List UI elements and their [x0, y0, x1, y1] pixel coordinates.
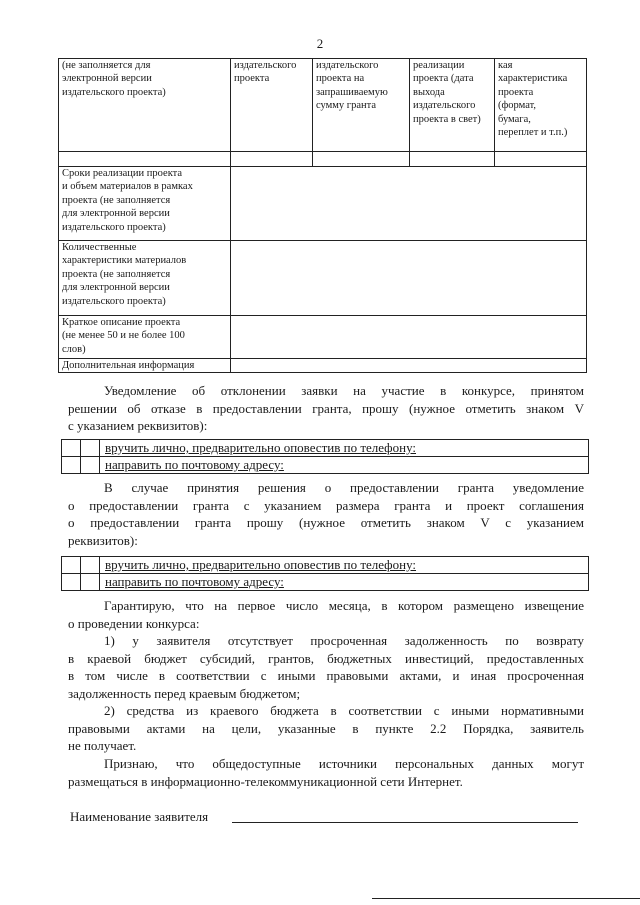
- checkbox-cell[interactable]: [81, 574, 100, 591]
- checkbox-cell[interactable]: [81, 457, 100, 474]
- table-row: [59, 359, 587, 373]
- table-row-label: Краткое описание проекта (не менее 50 и не более 100 слов): [59, 316, 231, 359]
- project-info-table: [58, 58, 587, 373]
- table-cell: издательского проекта: [231, 59, 313, 152]
- table-row: [59, 316, 587, 359]
- table-cell[interactable]: [495, 152, 587, 167]
- checkbox-cell[interactable]: [62, 440, 81, 457]
- table-row-label: Сроки реализации проекта и объем материалов в рамках проекта (не заполняется для электронной версии издательского проекта): [59, 167, 231, 241]
- table-cell: [59, 152, 231, 167]
- table-cell[interactable]: [313, 152, 410, 167]
- table-value-cell[interactable]: [231, 359, 587, 373]
- table-row-label: Дополнительная информация: [59, 359, 231, 373]
- table-cell: издательского проекта на запрашиваемую сумму гранта: [313, 59, 410, 152]
- checkbox-cell[interactable]: [62, 557, 81, 574]
- table-cell[interactable]: [231, 152, 313, 167]
- page-number: 2: [316, 36, 324, 51]
- table-cell: реализации проекта (дата выхода издательского проекта в свет): [410, 59, 495, 152]
- table-row: [59, 167, 587, 241]
- table-row: [59, 241, 587, 316]
- table-cell: (не заполняется для электронной версии издательского проекта): [59, 59, 231, 152]
- checkbox-cell[interactable]: [62, 574, 81, 591]
- table-value-cell[interactable]: [231, 241, 587, 316]
- table-value-cell[interactable]: [231, 316, 587, 359]
- option-row: [62, 557, 589, 574]
- table-header-row: [59, 59, 587, 152]
- applicant-name-label: Наименование заявителя: [70, 809, 209, 824]
- guarantee-paragraph: Гарантирую, что на первое число месяца, в котором размещено извещение о проведении конкурса: 1) у заявителя отсутствует просроченная задолженность по возврату в краевой бюджет субсидий, грантов, бюджетных инвестиций, предоставленных в том числе в соответствии с иными правовыми актами, и иная просроченная задолженность перед краевым бюджетом; 2) средства из краевого бюджета в соответствии с иными нормативными правовыми актами на цели, указанные в пункте 2.2 Порядка, заявитель не получает.: [68, 598, 584, 753]
- footer-divider: [372, 898, 640, 899]
- table-cell[interactable]: [410, 152, 495, 167]
- notice-grant-options: [61, 556, 589, 591]
- table-cell: кая характеристика проекта (формат, бумага, переплет и т.п.): [495, 59, 587, 152]
- notice-reject-options: [61, 439, 589, 474]
- table-row-label: Количественные характеристики материалов проекта (не заполняется для электронной версии издательского проекта): [59, 241, 231, 316]
- checkbox-cell[interactable]: [62, 457, 81, 474]
- option-personal-delivery: вручить лично, предварительно оповестив по телефону:: [100, 557, 589, 574]
- table-value-cell[interactable]: [231, 167, 587, 241]
- notice-grant-paragraph: В случае принятия решения о предоставлении гранта уведомление о предоставлении гранта с указанием размера гранта и проект соглашения о предоставлении гранта прошу (нужное отметить знаком V с указанием реквизитов):: [68, 480, 584, 548]
- option-row: [62, 457, 589, 474]
- checkbox-cell[interactable]: [81, 440, 100, 457]
- option-postal-delivery: направить по почтовому адресу:: [100, 574, 589, 591]
- option-row: [62, 440, 589, 457]
- table-row: [59, 152, 587, 167]
- notice-reject-paragraph: Уведомление об отклонении заявки на участие в конкурсе, принятом решении об отказе в предоставлении гранта, прошу (нужное отметить знаком V с указанием реквизитов):: [68, 383, 584, 433]
- option-postal-delivery: направить по почтовому адресу:: [100, 457, 589, 474]
- option-personal-delivery: вручить лично, предварительно оповестив по телефону:: [100, 440, 589, 457]
- applicant-name-field[interactable]: [232, 822, 578, 823]
- option-row: [62, 574, 589, 591]
- checkbox-cell[interactable]: [81, 557, 100, 574]
- consent-paragraph: Признаю, что общедоступные источники персональных данных могут размещаться в информационно-телекоммуникационной сети Интернет.: [68, 756, 584, 789]
